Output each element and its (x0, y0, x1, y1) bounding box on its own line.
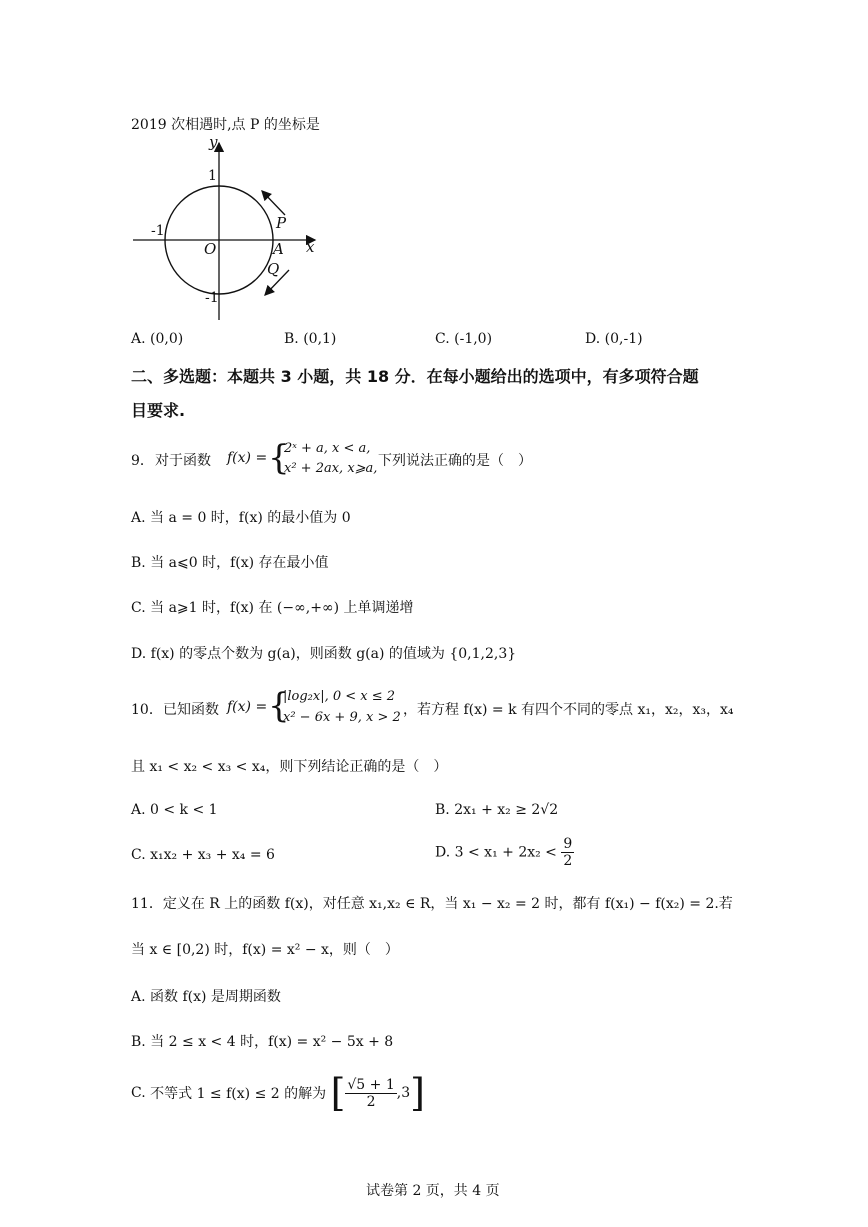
question-10-stem: 10． 已知函数 f(x) = { |log₂x|, 0 < x ≤ 2 x² − 6x + 9, x > 2 ，若方程 f(x) = k 有四个不同的零点 x₁，x₂，x₃，x₄ (131, 686, 734, 726)
q11-option-a: A. 函数 f(x) 是周期函数 (131, 989, 281, 1005)
point-q-label: Q (267, 260, 280, 278)
q11-c-fraction: $\frac{√5 + 1}{2}$ (347, 1076, 395, 1110)
q11-option-b: B. 当 2 ≤ x < 4 时，f(x) = x² − 5x + 8 (131, 1034, 394, 1050)
q10-option-d: D. 3 < x₁ + 2x₂ < $\frac{9}{2}$ (435, 836, 573, 869)
x-axis-label: x (306, 238, 315, 256)
tick-label-1: 1 (208, 168, 217, 184)
q10-d-fraction: $\frac{9}{2}$ (563, 836, 573, 869)
question-11-line2: 当 x ∈ [0,2) 时，f(x) = x² − x，则（ ） (131, 942, 399, 958)
tick-label-minus1-bottom: -1 (205, 290, 219, 306)
q9-option-b: B. 当 a⩽0 时，f(x) 存在最小值 (131, 555, 329, 571)
point-a-label: A (273, 240, 284, 258)
intro-text: 2019 次相遇时,点 P 的坐标是 (131, 117, 320, 133)
q8-option-a: A. (0,0) (131, 331, 184, 347)
section-heading-line2: 目要求. (131, 401, 186, 420)
q10-option-b: B. 2x₁ + x₂ ≥ 2√2 (435, 802, 559, 818)
question-11-line1: 11．定义在 R 上的函数 f(x)，对任意 x₁,x₂ ∈ R，当 x₁ − x₂ = 2 时，都有 f(x₁) − f(x₂) = 2.若 (131, 896, 733, 912)
section-heading-line1: 二、多选题：本题共 3 小题，共 18 分．在每小题给出的选项中，有多项符合题 (131, 367, 699, 386)
q10-option-c: C. x₁x₂ + x₃ + x₄ = 6 (131, 847, 275, 863)
q8-option-c: C. (-1,0) (435, 331, 493, 347)
question-10-line2: 且 x₁ < x₂ < x₃ < x₄，则下列结论正确的是（ ） (131, 759, 448, 775)
q9-option-a: A. 当 a = 0 时，f(x) 的最小值为 0 (131, 510, 351, 526)
q10-option-a: A. 0 < k < 1 (131, 802, 218, 818)
tick-label-minus1-left: -1 (151, 223, 165, 239)
q9-option-d: D. f(x) 的零点个数为 g(a)，则函数 g(a) 的值域为 {0,1,2,3} (131, 646, 517, 662)
q8-option-d: D. (0,-1) (585, 331, 643, 347)
q11-option-c: C. 不等式 1 ≤ f(x) ≤ 2 的解为 [ $\frac{√5 + 1}{2}$ ,3] (131, 1071, 425, 1115)
y-axis-label: y (209, 133, 218, 151)
page-footer: 试卷第 2 页，共 4 页 (366, 1183, 500, 1199)
point-p-label: P (276, 214, 287, 232)
origin-label: O (204, 240, 217, 258)
q8-option-b: B. (0,1) (284, 331, 337, 347)
q9-option-c: C. 当 a⩾1 时，f(x) 在 (−∞,+∞) 上单调递增 (131, 600, 414, 616)
